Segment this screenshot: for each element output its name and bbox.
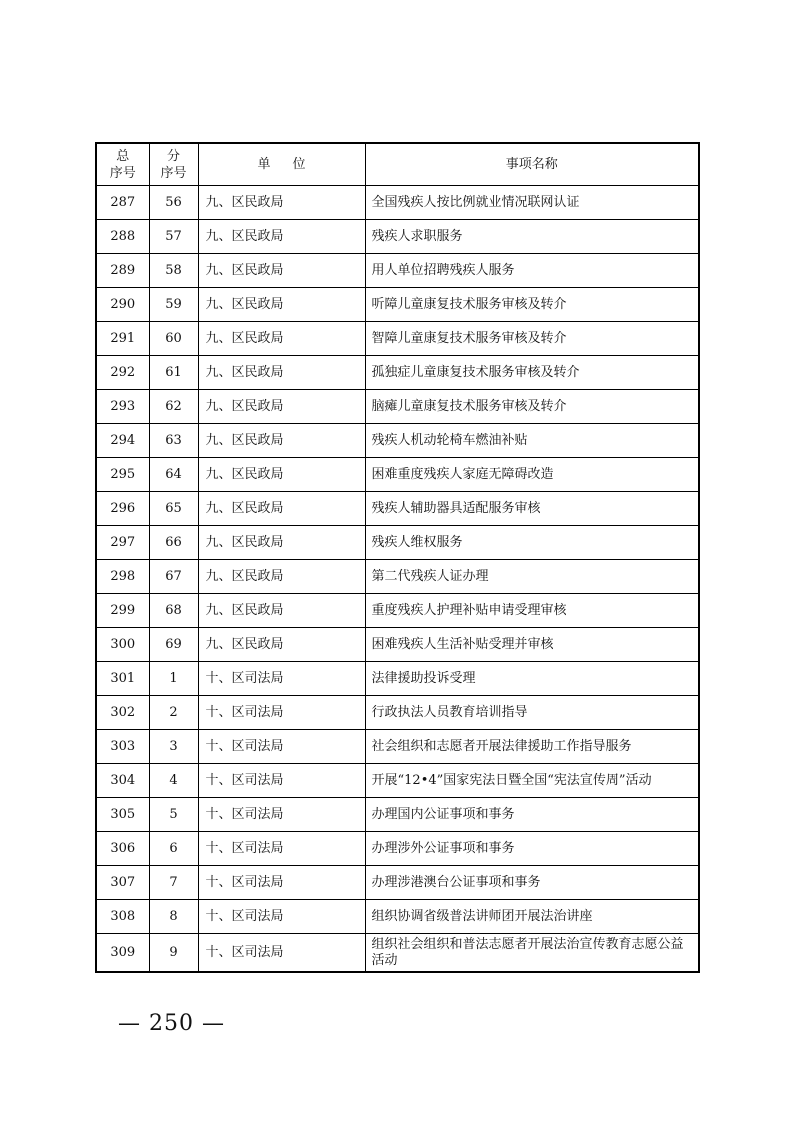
item-name-cell: 残疾人求职服务 <box>365 220 699 254</box>
sub-number-cell: 3 <box>149 730 198 764</box>
item-name-cell: 困难残疾人生活补贴受理并审核 <box>365 628 699 662</box>
item-name-cell: 办理国内公证事项和事务 <box>365 798 699 832</box>
header-unit <box>198 143 365 186</box>
total-number-cell: 292 <box>96 356 149 390</box>
table-row <box>96 798 699 832</box>
unit-cell: 九、区民政局 <box>198 628 365 662</box>
unit-cell: 九、区民政局 <box>198 254 365 288</box>
item-name-cell: 重度残疾人护理补贴申请受理审核 <box>365 594 699 628</box>
table-row <box>96 696 699 730</box>
sub-number-cell: 4 <box>149 764 198 798</box>
item-name-cell: 残疾人机动轮椅车燃油补贴 <box>365 424 699 458</box>
item-name-cell: 组织协调省级普法讲师团开展法治讲座 <box>365 900 699 934</box>
total-number-cell: 289 <box>96 254 149 288</box>
table-row <box>96 322 699 356</box>
unit-cell: 十、区司法局 <box>198 934 365 973</box>
table-row <box>96 220 699 254</box>
total-number-cell: 306 <box>96 832 149 866</box>
unit-cell: 九、区民政局 <box>198 492 365 526</box>
sub-number-cell: 5 <box>149 798 198 832</box>
header-sub-line2: 序号 <box>160 165 187 181</box>
unit-cell: 九、区民政局 <box>198 424 365 458</box>
header-total-number <box>96 143 149 186</box>
page-number: — 250 — <box>118 1011 225 1036</box>
sub-number-cell: 6 <box>149 832 198 866</box>
unit-cell: 十、区司法局 <box>198 730 365 764</box>
sub-number-cell: 2 <box>149 696 198 730</box>
total-number-cell: 301 <box>96 662 149 696</box>
unit-cell: 九、区民政局 <box>198 594 365 628</box>
total-number-cell: 307 <box>96 866 149 900</box>
header-row <box>96 143 699 186</box>
header-item-label: 事项名称 <box>505 156 558 172</box>
total-number-cell: 308 <box>96 900 149 934</box>
unit-cell: 十、区司法局 <box>198 832 365 866</box>
total-number-cell: 299 <box>96 594 149 628</box>
table-row <box>96 900 699 934</box>
unit-cell: 九、区民政局 <box>198 458 365 492</box>
table-row <box>96 254 699 288</box>
item-name-cell: 用人单位招聘残疾人服务 <box>365 254 699 288</box>
total-number-cell: 302 <box>96 696 149 730</box>
sub-number-cell: 1 <box>149 662 198 696</box>
table-row <box>96 390 699 424</box>
sub-number-cell: 67 <box>149 560 198 594</box>
item-name-cell: 第二代残疾人证办理 <box>365 560 699 594</box>
sub-number-cell: 57 <box>149 220 198 254</box>
table-row <box>96 560 699 594</box>
unit-cell: 十、区司法局 <box>198 900 365 934</box>
item-name-cell: 办理涉港澳台公证事项和事务 <box>365 866 699 900</box>
item-name-cell: 办理涉外公证事项和事务 <box>365 832 699 866</box>
header-total-line1: 总 <box>116 148 130 164</box>
table-row <box>96 628 699 662</box>
table-body <box>96 186 699 973</box>
total-number-cell: 300 <box>96 628 149 662</box>
total-number-cell: 298 <box>96 560 149 594</box>
table-row <box>96 934 699 973</box>
sub-number-cell: 69 <box>149 628 198 662</box>
header-sub-line1: 分 <box>166 148 180 164</box>
unit-cell: 九、区民政局 <box>198 560 365 594</box>
total-number-cell: 288 <box>96 220 149 254</box>
unit-cell: 十、区司法局 <box>198 764 365 798</box>
sub-number-cell: 9 <box>149 934 198 973</box>
table-row <box>96 594 699 628</box>
item-name-cell: 困难重度残疾人家庭无障碍改造 <box>365 458 699 492</box>
item-name-cell: 开展“12•4”国家宪法日暨全国“宪法宣传周”活动 <box>365 764 699 798</box>
unit-cell: 九、区民政局 <box>198 288 365 322</box>
unit-cell: 九、区民政局 <box>198 356 365 390</box>
item-name-cell: 智障儿童康复技术服务审核及转介 <box>365 322 699 356</box>
table-row <box>96 764 699 798</box>
item-name-cell: 残疾人辅助器具适配服务审核 <box>365 492 699 526</box>
sub-number-cell: 64 <box>149 458 198 492</box>
sub-number-cell: 7 <box>149 866 198 900</box>
item-name-cell: 听障儿童康复技术服务审核及转介 <box>365 288 699 322</box>
item-name-cell: 行政执法人员教育培训指导 <box>365 696 699 730</box>
sub-number-cell: 56 <box>149 186 198 220</box>
sub-number-cell: 63 <box>149 424 198 458</box>
item-name-cell: 社会组织和志愿者开展法律援助工作指导服务 <box>365 730 699 764</box>
table-row <box>96 730 699 764</box>
unit-cell: 九、区民政局 <box>198 186 365 220</box>
header-item-name <box>365 143 699 186</box>
total-number-cell: 293 <box>96 390 149 424</box>
sub-number-cell: 60 <box>149 322 198 356</box>
header-total-line2: 序号 <box>109 165 136 181</box>
table-row <box>96 492 699 526</box>
total-number-cell: 291 <box>96 322 149 356</box>
item-name-cell: 脑瘫儿童康复技术服务审核及转介 <box>365 390 699 424</box>
table-row <box>96 288 699 322</box>
item-name-cell: 残疾人维权服务 <box>365 526 699 560</box>
item-name-cell: 组织社会组织和普法志愿者开展法治宣传教育志愿公益活动 <box>365 934 699 973</box>
sub-number-cell: 59 <box>149 288 198 322</box>
service-items-table <box>95 142 700 973</box>
unit-cell: 十、区司法局 <box>198 866 365 900</box>
unit-cell: 九、区民政局 <box>198 526 365 560</box>
table-row <box>96 866 699 900</box>
sub-number-cell: 58 <box>149 254 198 288</box>
table-row <box>96 526 699 560</box>
unit-cell: 九、区民政局 <box>198 322 365 356</box>
total-number-cell: 305 <box>96 798 149 832</box>
table-row <box>96 662 699 696</box>
total-number-cell: 303 <box>96 730 149 764</box>
sub-number-cell: 62 <box>149 390 198 424</box>
total-number-cell: 304 <box>96 764 149 798</box>
total-number-cell: 309 <box>96 934 149 973</box>
unit-cell: 九、区民政局 <box>198 220 365 254</box>
total-number-cell: 297 <box>96 526 149 560</box>
unit-cell: 十、区司法局 <box>198 798 365 832</box>
table-row <box>96 832 699 866</box>
sub-number-cell: 68 <box>149 594 198 628</box>
item-name-cell: 法律援助投诉受理 <box>365 662 699 696</box>
table-row <box>96 424 699 458</box>
total-number-cell: 295 <box>96 458 149 492</box>
table-row <box>96 356 699 390</box>
item-name-cell: 孤独症儿童康复技术服务审核及转介 <box>365 356 699 390</box>
header-sub-number <box>149 143 198 186</box>
unit-cell: 十、区司法局 <box>198 696 365 730</box>
header-unit-label: 单位 <box>257 156 328 172</box>
sub-number-cell: 61 <box>149 356 198 390</box>
total-number-cell: 296 <box>96 492 149 526</box>
table-header <box>96 143 699 186</box>
sub-number-cell: 8 <box>149 900 198 934</box>
table-row <box>96 458 699 492</box>
total-number-cell: 294 <box>96 424 149 458</box>
sub-number-cell: 65 <box>149 492 198 526</box>
sub-number-cell: 66 <box>149 526 198 560</box>
total-number-cell: 290 <box>96 288 149 322</box>
unit-cell: 十、区司法局 <box>198 662 365 696</box>
table-row <box>96 186 699 220</box>
total-number-cell: 287 <box>96 186 149 220</box>
unit-cell: 九、区民政局 <box>198 390 365 424</box>
item-name-cell: 全国残疾人按比例就业情况联网认证 <box>365 186 699 220</box>
